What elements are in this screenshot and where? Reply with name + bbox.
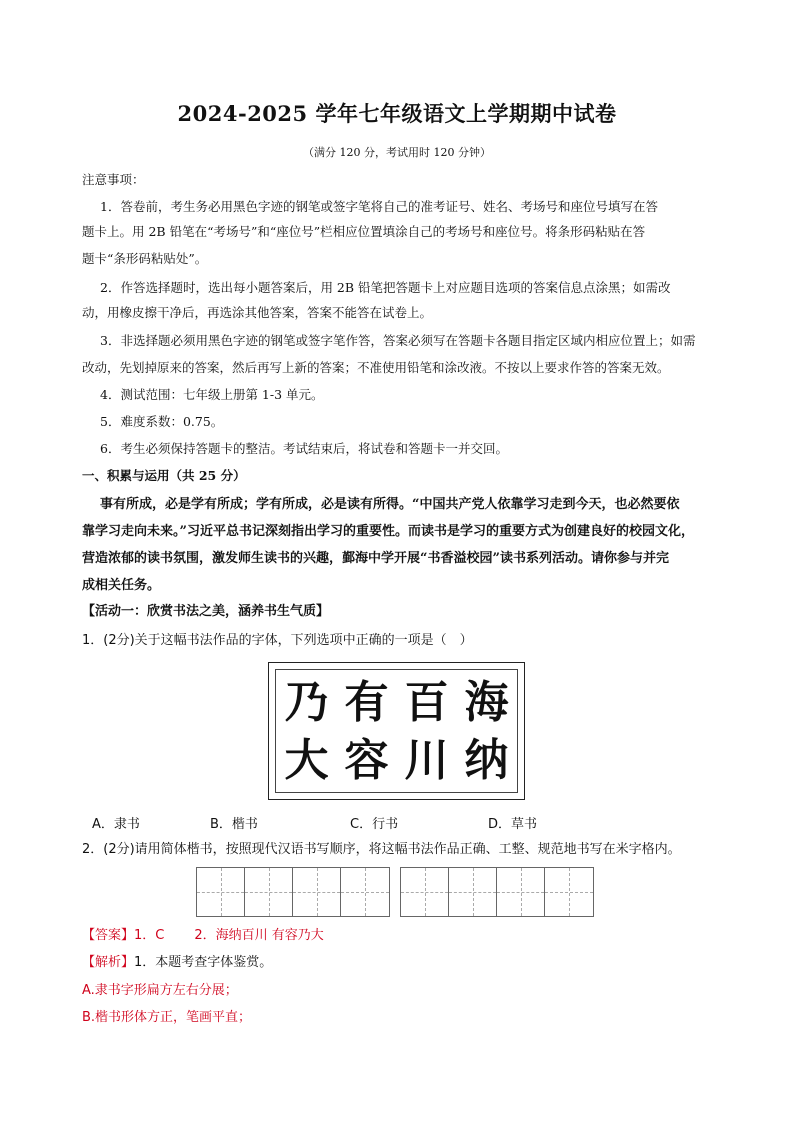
- analysis-a: A.隶书字形扁方左右分展；: [82, 983, 238, 998]
- calligraphy-char: 乃: [284, 677, 329, 728]
- analysis-label: 【解析】: [82, 955, 135, 970]
- option-c: C．行书: [350, 817, 399, 832]
- intro-line: 营造浓郁的读书氛围，激发师生读书的兴趣，鄞海中学开展“书香溢校园”读书系列活动。请你参与并完: [82, 551, 669, 566]
- answer-text-2: 2．海纳百川 有容乃大: [194, 928, 324, 943]
- intro-line: 靠学习走向未来。”习近平总书记深刻指出学习的重要性。而读书是学习的重要方式为创建良好的校园文化，: [82, 524, 694, 539]
- intro-line: 成相关任务。: [82, 578, 161, 593]
- question-2: 2．(2分)请用简体楷书，按照现代汉语书写顺序，将这幅书法作品正确、工整、规范地书写在米字格内。: [82, 842, 681, 857]
- grid-cell[interactable]: [293, 868, 341, 916]
- question-1: 1．(2分)关于这幅书法作品的字体，下列选项中正确的一项是（ ）: [82, 633, 473, 648]
- calligraphy-char: 川: [404, 735, 449, 786]
- writing-grid-right[interactable]: [400, 867, 594, 917]
- grid-cell[interactable]: [545, 868, 593, 916]
- option-a: A．隶书: [92, 817, 140, 832]
- analysis-text: 1．本题考查字体鉴赏。: [134, 955, 273, 970]
- page-title: 2024-2025 学年七年级语文上学期期中试卷: [177, 101, 617, 126]
- notes-line: 1．答卷前，考生务必用黑色字迹的钢笔或签字笔将自己的准考证号、姓名、考场号和座位号填写在答: [100, 199, 658, 214]
- notes-line: 题卡“条形码粘贴处”。: [82, 251, 208, 266]
- analysis-line: [82, 955, 722, 971]
- section-heading: 一、积累与运用（共 25 分）: [82, 468, 246, 483]
- notes-line: 改动，先划掉原来的答案，然后再写上新的答案；不准使用铅笔和涂改液。不按以上要求作答的答案无效。: [82, 360, 670, 375]
- notes-line: 5．难度系数：0.75。: [100, 414, 224, 429]
- calligraphy-char: 海: [464, 677, 509, 728]
- grid-cell[interactable]: [449, 868, 497, 916]
- calligraphy-char: 大: [284, 735, 329, 786]
- answer-label: 【答案】: [82, 928, 135, 943]
- grid-cell[interactable]: [341, 868, 389, 916]
- analysis-b: B.楷书形体方正，笔画平直；: [82, 1010, 252, 1025]
- notes-line: 2．作答选择题时，选出每小题答案后，用 2B 铅笔把答题卡上对应题目选项的答案信息点涂黑；如需改: [100, 280, 671, 295]
- notes-line: 6．考生必须保持答题卡的整洁。考试结束后，将试卷和答题卡一并交回。: [100, 441, 508, 456]
- notes-line: 3．非选择题必须用黑色字迹的钢笔或签字笔作答，答案必须写在答题卡各题目指定区域内相应位置上；如需: [100, 333, 696, 348]
- intro-line: 事有所成，必是学有所成；学有所成，必是读有所得。“中国共产党人依靠学习走到今天，也必然要依: [100, 497, 680, 512]
- answer-line: [82, 928, 722, 944]
- grid-cell[interactable]: [245, 868, 293, 916]
- grid-cell[interactable]: [197, 868, 245, 916]
- grid-cell[interactable]: [497, 868, 545, 916]
- calligraphy-char: 百: [404, 677, 449, 728]
- notes-line: 4．测试范围：七年级上册第 1-3 单元。: [100, 387, 324, 402]
- calligraphy-artwork: [268, 662, 525, 800]
- calligraphy-char: 有: [344, 677, 389, 728]
- notes-line: 题卡上。用 2B 铅笔在“考场号”和“座位号”栏相应位置填涂自己的考场号和座位号。将条形码粘贴在答: [82, 224, 646, 239]
- page-subtitle: （满分 120 分，考试用时 120 分钟）: [303, 146, 491, 159]
- notes-line: 动，用橡皮擦干净后，再选涂其他答案，答案不能答在试卷上。: [82, 305, 433, 320]
- writing-grid-left[interactable]: [196, 867, 390, 917]
- calligraphy-char: 纳: [464, 735, 509, 786]
- option-d: D．草书: [488, 817, 538, 832]
- notes-heading: 注意事项：: [82, 172, 145, 187]
- answer-text-1: 1．C: [134, 928, 165, 943]
- activity-heading: 【活动一：欣赏书法之美，涵养书生气质】: [82, 604, 330, 619]
- option-b: B．楷书: [210, 817, 258, 832]
- grid-cell[interactable]: [401, 868, 449, 916]
- calligraphy-char: 容: [344, 735, 389, 786]
